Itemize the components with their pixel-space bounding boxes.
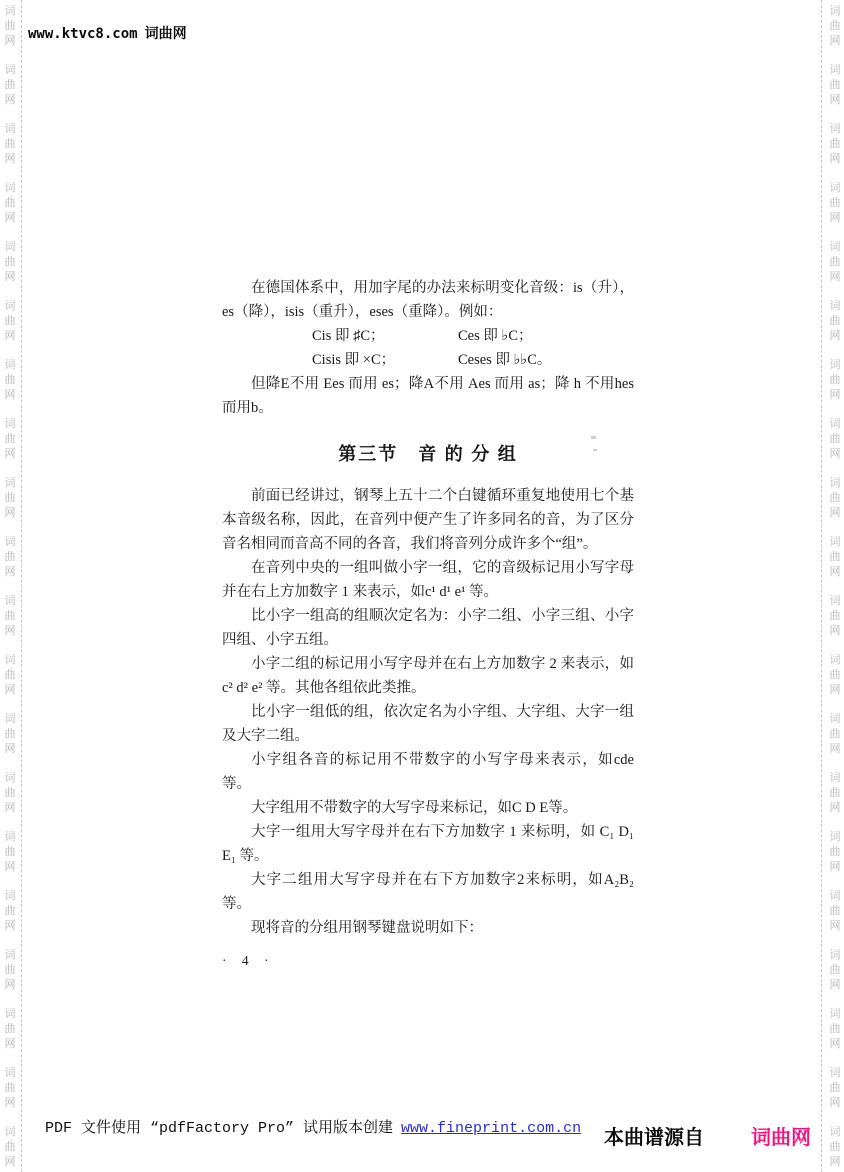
edge-watermark-group: 词 曲 网: [829, 889, 841, 932]
edge-watermark-group: 词 曲 网: [829, 948, 841, 991]
edge-watermark-group: 词 曲 网: [829, 122, 841, 165]
example-ces: Ces 即 ♭C；: [458, 328, 533, 344]
header-watermark-brand: 词曲网: [144, 26, 187, 42]
body-paragraph: 比小字一组高的组顺次定名为：小字二组、小字三组、小字四组、小字五组。: [222, 608, 634, 648]
scan-speck: [591, 436, 596, 439]
body-paragraph: 前面已经讲过，钢琴上五十二个白键循环重复地使用七个基本音级名称，因此，在音列中便产生了许多同名的音，为了区分音名相同而音高不同的各音，我们将音列分成许多个“组”。: [222, 488, 634, 552]
edge-watermark-group: 词 曲 网: [829, 1066, 841, 1109]
edge-watermark-group: 词 曲 网: [4, 476, 16, 519]
edge-watermark-group: 词 曲 网: [4, 771, 16, 814]
enharmonic-example-row: [222, 348, 634, 372]
example-ceses: Ceses 即 ♭♭C。: [458, 352, 552, 368]
edge-watermark-group: 词 曲 网: [4, 1007, 16, 1050]
edge-watermark-group: 词 曲 网: [829, 476, 841, 519]
edge-watermark-group: 词 曲 网: [4, 653, 16, 696]
header-watermark: [28, 23, 187, 43]
edge-watermark-group: 词 曲 网: [829, 181, 841, 224]
edge-watermark-group: 词 曲 网: [4, 240, 16, 283]
intro-paragraph: 在德国体系中，用加字尾的办法来标明变化音级：is（升），es（降），isis（重升），eses（重降）。例如：: [222, 280, 634, 320]
edge-watermark-group: 词 曲 网: [829, 594, 841, 637]
fineprint-link[interactable]: www.fineprint.com.cn: [401, 1120, 582, 1137]
edge-watermark-group: 词 曲 网: [4, 1125, 16, 1168]
source-credit-line: [604, 1121, 811, 1150]
edge-watermark-group: 词 曲 网: [829, 653, 841, 696]
body-paragraph: 大字一组用大写字母并在右下方加数字 1 来标明，如 C₁ D₁ E₁ 等。: [222, 824, 634, 864]
edge-watermark-group: 词 曲 网: [4, 535, 16, 578]
body-paragraph: 比小字一组低的组，依次定名为小字组、大字组、大字一组及大字二组。: [222, 704, 634, 744]
edge-watermark-group: 词 曲 网: [829, 771, 841, 814]
enharmonic-example-row: [222, 324, 634, 348]
left-dashed-line: [21, 0, 22, 1172]
edge-watermark-group: 词 曲 网: [4, 830, 16, 873]
header-watermark-url: www.ktvc8.com: [28, 26, 138, 42]
body-paragraph: 小字组各音的标记用不带数字的小写字母来表示，如cde 等。: [222, 752, 634, 792]
edge-watermark-group: 词 曲 网: [829, 4, 841, 47]
edge-watermark-group: 词 曲 网: [829, 240, 841, 283]
section-title: 第三节 音 的 分 组: [338, 444, 518, 464]
edge-watermark-group: 词 曲 网: [829, 358, 841, 401]
edge-watermark-group: 词 曲 网: [829, 63, 841, 106]
edge-watermark-group: 词 曲 网: [829, 535, 841, 578]
left-watermark-column: [2, 3, 18, 1172]
edge-watermark-group: 词 曲 网: [4, 299, 16, 342]
edge-watermark-group: 词 曲 网: [4, 181, 16, 224]
credit-brand-link[interactable]: 词曲网: [751, 1125, 811, 1149]
edge-watermark-group: 词 曲 网: [829, 830, 841, 873]
edge-watermark-group: 词 曲 网: [4, 594, 16, 637]
body-paragraph: 小字二组的标记用小写字母并在右上方加数字 2 来表示，如c² d² e² 等。其他各组依此类推。: [222, 656, 634, 696]
page-body-text: [222, 276, 634, 973]
edge-watermark-group: 词 曲 网: [829, 712, 841, 755]
body-paragraph: 大字二组用大写字母并在右下方加数字2来标明，如A₂B₂等。: [222, 872, 634, 912]
example-cis: Cis 即 ♯C；: [312, 328, 385, 344]
edge-watermark-group: 词 曲 网: [4, 948, 16, 991]
pdf-creator-note: [45, 1116, 581, 1137]
edge-watermark-group: 词 曲 网: [4, 889, 16, 932]
body-paragraph: 现将音的分组用钢琴键盘说明如下：: [251, 920, 483, 936]
body-paragraph: 大字组用不带数字的大写字母来标记，如C D E等。: [251, 800, 578, 816]
edge-watermark-group: 词 曲 网: [829, 299, 841, 342]
body-paragraph: 在音列中央的一组叫做小字一组，它的音级标记用小写字母并在右上方加数字 1 来表示，如c¹ d¹ e¹ 等。: [222, 560, 634, 600]
edge-watermark-group: 词 曲 网: [4, 63, 16, 106]
right-watermark-column: [827, 3, 843, 1172]
page-number: · 4 ·: [222, 953, 275, 968]
edge-watermark-group: 词 曲 网: [4, 1066, 16, 1109]
exception-paragraph: 但降E不用 Ees 而用 es；降A不用 Aes 而用 as；降 h 不用hes而用b。: [222, 376, 634, 416]
edge-watermark-group: 词 曲 网: [4, 358, 16, 401]
scan-speck: [593, 449, 597, 451]
pdf-creator-text: PDF 文件使用 “pdfFactory Pro” 试用版本创建: [45, 1120, 394, 1137]
edge-watermark-group: 词 曲 网: [4, 417, 16, 460]
edge-watermark-group: 词 曲 网: [829, 417, 841, 460]
edge-watermark-group: 词 曲 网: [4, 4, 16, 47]
edge-watermark-group: 词 曲 网: [829, 1125, 841, 1168]
credit-prefix: 本曲谱源自: [604, 1125, 704, 1149]
edge-watermark-group: 词 曲 网: [4, 122, 16, 165]
right-dashed-line: [821, 0, 822, 1172]
edge-watermark-group: 词 曲 网: [4, 712, 16, 755]
edge-watermark-group: 词 曲 网: [829, 1007, 841, 1050]
example-cisis: Cisis 即 ×C；: [312, 352, 396, 368]
